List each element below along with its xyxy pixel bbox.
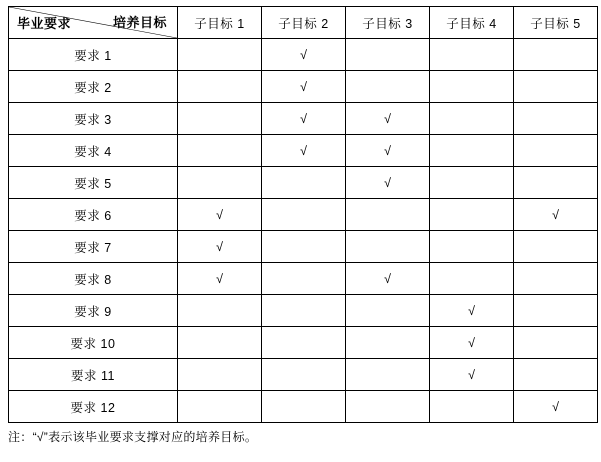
- column-header-goal-1: 子目标 1: [178, 7, 262, 39]
- table-body: [9, 39, 598, 423]
- cell-mark: [430, 231, 514, 263]
- column-header-goal-4: 子目标 4: [430, 7, 514, 39]
- cell-mark: [178, 103, 262, 135]
- cell-mark: [514, 103, 598, 135]
- table-note: 注：“√”表示该毕业要求支撑对应的培养目标。: [8, 430, 258, 444]
- cell-mark: [346, 359, 430, 391]
- cell-mark: [430, 71, 514, 103]
- cell-mark: √: [514, 391, 598, 423]
- table-row: [9, 391, 598, 423]
- row-label: 要求 3: [9, 103, 178, 135]
- corner-header-cell: [9, 7, 178, 39]
- cell-mark: [346, 327, 430, 359]
- table-row: [9, 295, 598, 327]
- cell-mark: [178, 71, 262, 103]
- cell-mark: [514, 167, 598, 199]
- cell-mark: [346, 199, 430, 231]
- cell-mark: √: [262, 103, 346, 135]
- cell-mark: [430, 167, 514, 199]
- cell-mark: √: [262, 71, 346, 103]
- table-row: [9, 359, 598, 391]
- row-label: 要求 9: [9, 295, 178, 327]
- cell-mark: [262, 199, 346, 231]
- table-row: [9, 231, 598, 263]
- cell-mark: √: [262, 39, 346, 71]
- cell-mark: √: [430, 359, 514, 391]
- cell-mark: [346, 391, 430, 423]
- table-row: [9, 39, 598, 71]
- cell-mark: √: [514, 199, 598, 231]
- cell-mark: [514, 71, 598, 103]
- corner-column-header-label: 培养目标: [112, 15, 167, 30]
- cell-mark: √: [178, 231, 262, 263]
- cell-mark: [430, 103, 514, 135]
- cell-mark: [514, 295, 598, 327]
- cell-mark: [178, 167, 262, 199]
- row-label: 要求 5: [9, 167, 178, 199]
- cell-mark: [178, 295, 262, 327]
- cell-mark: √: [262, 135, 346, 167]
- cell-mark: √: [346, 263, 430, 295]
- table-row: [9, 71, 598, 103]
- header-row: [9, 7, 598, 39]
- row-label: 要求 12: [9, 391, 178, 423]
- column-header-goal-3: 子目标 3: [346, 7, 430, 39]
- cell-mark: [346, 71, 430, 103]
- cell-mark: [514, 327, 598, 359]
- cell-mark: [262, 167, 346, 199]
- table-row: [9, 103, 598, 135]
- cell-mark: [430, 263, 514, 295]
- cell-mark: [346, 231, 430, 263]
- cell-mark: [178, 391, 262, 423]
- column-header-goal-5: 子目标 5: [514, 7, 598, 39]
- cell-mark: [514, 263, 598, 295]
- cell-mark: [178, 327, 262, 359]
- cell-mark: [514, 39, 598, 71]
- cell-mark: [430, 39, 514, 71]
- table-row: [9, 263, 598, 295]
- table-row: [9, 327, 598, 359]
- table-row: [9, 199, 598, 231]
- cell-mark: [514, 231, 598, 263]
- cell-mark: [514, 359, 598, 391]
- row-label: 要求 1: [9, 39, 178, 71]
- cell-mark: [430, 391, 514, 423]
- row-label: 要求 4: [9, 135, 178, 167]
- row-label: 要求 2: [9, 71, 178, 103]
- row-label: 要求 10: [9, 327, 178, 359]
- cell-mark: √: [430, 295, 514, 327]
- cell-mark: √: [430, 327, 514, 359]
- cell-mark: [178, 39, 262, 71]
- cell-mark: √: [178, 263, 262, 295]
- cell-mark: [346, 39, 430, 71]
- cell-mark: [346, 295, 430, 327]
- cell-mark: [178, 135, 262, 167]
- cell-mark: √: [346, 135, 430, 167]
- cell-mark: [262, 295, 346, 327]
- cell-mark: [262, 231, 346, 263]
- table-row: [9, 135, 598, 167]
- table-row: [9, 167, 598, 199]
- cell-mark: [430, 135, 514, 167]
- corner-row-header-label: 毕业要求: [17, 16, 72, 31]
- cell-mark: [430, 199, 514, 231]
- cell-mark: [262, 359, 346, 391]
- cell-mark: √: [346, 167, 430, 199]
- cell-mark: √: [178, 199, 262, 231]
- table-header: [9, 7, 598, 39]
- row-label: 要求 7: [9, 231, 178, 263]
- requirements-goals-matrix: [8, 6, 598, 423]
- cell-mark: [514, 135, 598, 167]
- cell-mark: [262, 327, 346, 359]
- row-label: 要求 11: [9, 359, 178, 391]
- row-label: 要求 6: [9, 199, 178, 231]
- cell-mark: [178, 359, 262, 391]
- cell-mark: [262, 391, 346, 423]
- cell-mark: √: [346, 103, 430, 135]
- cell-mark: [262, 263, 346, 295]
- row-label: 要求 8: [9, 263, 178, 295]
- column-header-goal-2: 子目标 2: [262, 7, 346, 39]
